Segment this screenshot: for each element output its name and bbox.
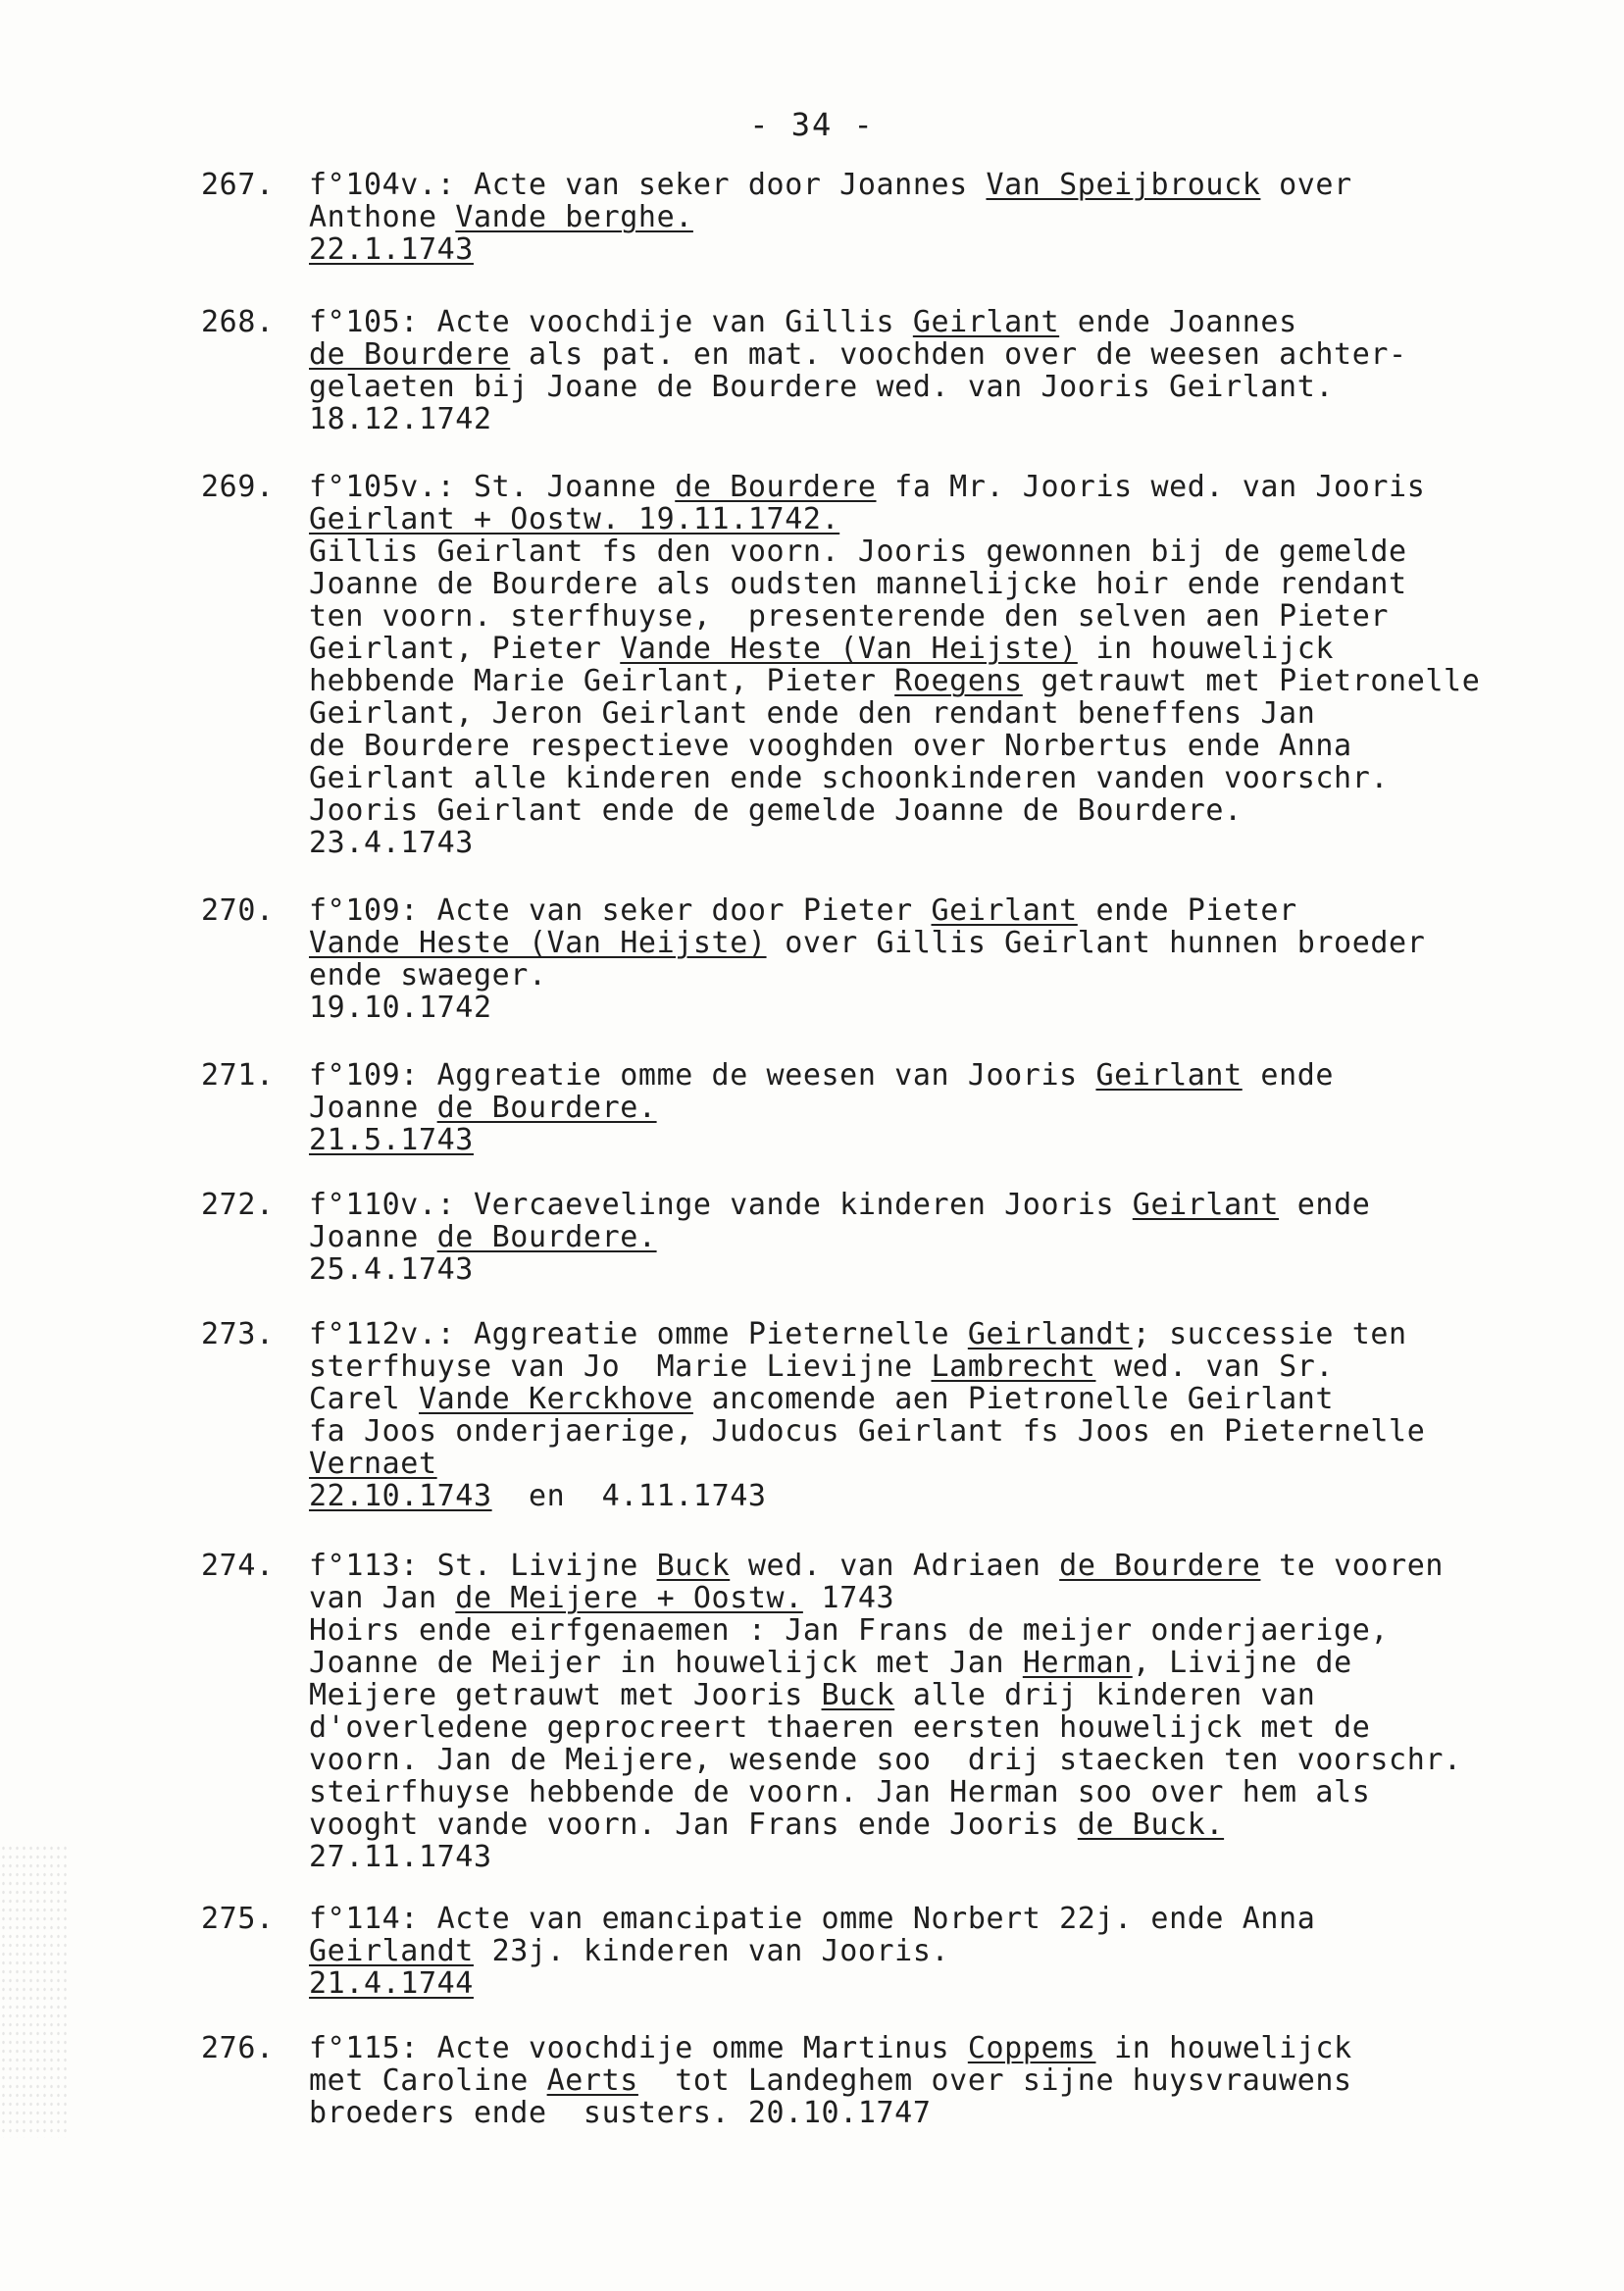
text-segment: van Jan bbox=[309, 1581, 456, 1615]
underlined-name: Buck bbox=[821, 1678, 895, 1712]
entry-line bbox=[309, 338, 1407, 371]
entry-line bbox=[309, 633, 1480, 665]
text-segment: Joanne de Meijer in houwelijck met Jan bbox=[309, 1646, 1023, 1680]
entry-line bbox=[309, 371, 1407, 403]
underlined-name: de Bourdere. bbox=[436, 1091, 657, 1125]
text-segment: 23.4.1743 bbox=[309, 826, 474, 860]
entry-line bbox=[309, 827, 1480, 859]
entry-line bbox=[309, 1448, 1425, 1480]
entry bbox=[201, 2032, 1352, 2129]
text-segment: fa Mr. Jooris wed. van Jooris bbox=[876, 470, 1426, 504]
entry-text bbox=[309, 2032, 1352, 2129]
text-segment: 27.11.1743 bbox=[309, 1840, 492, 1874]
text-segment: f°109: Acte van seker door Pieter bbox=[309, 893, 932, 928]
text-segment: Anthone bbox=[309, 200, 456, 234]
entry-number: 276. bbox=[201, 2031, 275, 2065]
underlined-name: 21.4.1744 bbox=[309, 1966, 474, 2001]
text-segment: Geirlant, Pieter bbox=[309, 632, 621, 666]
entry-line bbox=[309, 1550, 1462, 1582]
text-segment: ; successie ten bbox=[1132, 1317, 1407, 1351]
entry bbox=[201, 1550, 1462, 1873]
entry-line bbox=[309, 1189, 1370, 1221]
entry-line bbox=[309, 1480, 1425, 1512]
underlined-name: Geirlandt bbox=[309, 1934, 474, 1968]
entry-line bbox=[309, 794, 1480, 827]
text-segment: gelaeten bij Joane de Bourdere wed. van Jooris Geirlant. bbox=[309, 370, 1335, 404]
entry-number: 268. bbox=[201, 305, 275, 339]
entry-line bbox=[309, 2097, 1352, 2129]
page-number: - 34 - bbox=[749, 106, 875, 143]
text-segment: Carel bbox=[309, 1382, 419, 1416]
text-segment: fa Joos onderjaerige, Judocus Geirlant fs Joos en Pieternelle bbox=[309, 1414, 1426, 1449]
scan-speckle bbox=[0, 1844, 69, 2138]
text-segment: in houwelijck bbox=[1095, 2031, 1352, 2065]
entry-number: 267. bbox=[201, 168, 275, 202]
entry bbox=[201, 1189, 1370, 1286]
entry-text bbox=[309, 471, 1480, 859]
entry-line bbox=[309, 1124, 1334, 1156]
text-segment: Jooris Geirlant ende de gemelde Joanne de Bourdere. bbox=[309, 793, 1243, 828]
text-segment: Geirlant, Jeron Geirlant ende den rendant beneffens Jan bbox=[309, 696, 1316, 731]
text-segment: hebbende Marie Geirlant, Pieter bbox=[309, 664, 895, 698]
entry-line bbox=[309, 1679, 1462, 1711]
underlined-name: Herman bbox=[1022, 1646, 1133, 1680]
entry-line bbox=[309, 1253, 1370, 1286]
text-segment: steirfhuyse hebbende de voorn. Jan Herman soo over hem als bbox=[309, 1775, 1371, 1809]
entry-line bbox=[309, 568, 1480, 600]
text-segment: wed. van Adriaen bbox=[730, 1549, 1060, 1583]
entry-line bbox=[309, 1415, 1425, 1448]
text-segment: f°115: Acte voochdije omme Martinus bbox=[309, 2031, 968, 2065]
underlined-name: Coppems bbox=[967, 2031, 1096, 2065]
underlined-name: de Bourdere bbox=[1059, 1549, 1261, 1583]
text-segment: in houwelijck bbox=[1077, 632, 1335, 666]
underlined-name: 22.10.1743 bbox=[309, 1479, 492, 1513]
entry-line bbox=[309, 959, 1425, 992]
text-segment: ende bbox=[1279, 1188, 1371, 1222]
underlined-name: de Bourdere. bbox=[436, 1220, 657, 1254]
entry-line bbox=[309, 1614, 1462, 1647]
underlined-name: Vande berghe. bbox=[455, 200, 693, 234]
entry-number: 269. bbox=[201, 470, 275, 504]
underlined-name: Geirlant bbox=[912, 305, 1060, 339]
underlined-name: Van Speijbrouck bbox=[986, 168, 1261, 202]
text-segment: getrauwt met Pietronelle bbox=[1022, 664, 1481, 698]
text-segment: alle drij kinderen van bbox=[894, 1678, 1316, 1712]
entry-line bbox=[309, 665, 1480, 697]
entry-text bbox=[309, 894, 1425, 1024]
text-segment: 23j. kinderen van Jooris. bbox=[473, 1934, 950, 1968]
text-segment: f°105: Acte voochdije van Gillis bbox=[309, 305, 913, 339]
entry-text bbox=[309, 1318, 1425, 1512]
text-segment: ende bbox=[1242, 1058, 1335, 1093]
text-segment: Joanne de Bourdere als oudsten mannelijcke hoir ende rendant bbox=[309, 567, 1407, 601]
text-segment: Hoirs ende eirfgenaemen : Jan Frans de meijer onderjaerige, bbox=[309, 1613, 1390, 1648]
text-segment: f°105v.: St. Joanne bbox=[309, 470, 676, 504]
text-segment: wed. van Sr. bbox=[1095, 1349, 1335, 1384]
entry-text bbox=[309, 1059, 1334, 1156]
entry-line bbox=[309, 1350, 1425, 1383]
entry-line bbox=[309, 1935, 1315, 1967]
entry-line bbox=[309, 600, 1480, 633]
text-segment: de Bourdere respectieve vooghden over Norbertus ende Anna bbox=[309, 729, 1352, 763]
entry-line bbox=[309, 1318, 1425, 1350]
underlined-name: de Meijere + Oostw. bbox=[455, 1581, 803, 1615]
entry bbox=[201, 1903, 1315, 2000]
text-segment: f°110v.: Vercaevelinge vande kinderen Jooris bbox=[309, 1188, 1133, 1222]
entry-number: 270. bbox=[201, 893, 275, 928]
text-segment: ancomende aen Pietronelle Geirlant bbox=[692, 1382, 1335, 1416]
entry-line bbox=[309, 503, 1480, 535]
entry-line bbox=[309, 403, 1407, 435]
underlined-name: Geirlant + Oostw. 19.11.1742. bbox=[309, 502, 840, 536]
entry-line bbox=[309, 1903, 1315, 1935]
underlined-name: Geirlandt bbox=[967, 1317, 1133, 1351]
entry-number: 275. bbox=[201, 1902, 275, 1936]
underlined-name: de Bourdere bbox=[675, 470, 877, 504]
text-segment: Meijere getrauwt met Jooris bbox=[309, 1678, 822, 1712]
underlined-name: de Bourdere bbox=[309, 337, 511, 372]
entry-number: 273. bbox=[201, 1317, 275, 1351]
text-segment: Geirlant alle kinderen ende schoonkinderen vanden voorschr. bbox=[309, 761, 1390, 795]
underlined-name: Vande Heste (Van Heijste) bbox=[620, 632, 1078, 666]
entry bbox=[201, 1059, 1334, 1156]
entry bbox=[201, 1318, 1425, 1512]
entry-text bbox=[309, 1550, 1462, 1873]
underlined-name: Roegens bbox=[894, 664, 1023, 698]
text-segment: over bbox=[1260, 168, 1352, 202]
underlined-name: Vande Kerckhove bbox=[418, 1382, 693, 1416]
underlined-name: de Buck. bbox=[1077, 1807, 1225, 1842]
entry-line bbox=[309, 1647, 1462, 1679]
text-segment: met Caroline bbox=[309, 2063, 547, 2098]
underlined-name: Vande Heste (Van Heijste) bbox=[309, 926, 767, 960]
entry-line bbox=[309, 992, 1425, 1024]
text-segment: d'overledene geprocreert thaeren eersten houwelijck met de bbox=[309, 1710, 1371, 1745]
underlined-name: Vernaet bbox=[309, 1447, 437, 1481]
entry-line bbox=[309, 471, 1480, 503]
text-segment: broeders ende susters. 20.10.1747 bbox=[309, 2096, 932, 2130]
entry-line bbox=[309, 1711, 1462, 1744]
entry-text bbox=[309, 1903, 1315, 2000]
text-segment: ten voorn. sterfhuyse, presenterende den selven aen Pieter bbox=[309, 599, 1390, 634]
entry-line bbox=[309, 730, 1480, 762]
text-segment: tot Landeghem over sijne huysvrauwens bbox=[637, 2063, 1352, 2098]
underlined-name: Aerts bbox=[546, 2063, 638, 2098]
entry-line bbox=[309, 1967, 1315, 2000]
text-segment: sterfhuyse van Jo Marie Lievijne bbox=[309, 1349, 932, 1384]
text-segment: f°104v.: Acte van seker door Joannes bbox=[309, 168, 987, 202]
underlined-name: 22.1.1743 bbox=[309, 232, 474, 267]
entry-line bbox=[309, 1841, 1462, 1873]
entry bbox=[201, 894, 1425, 1024]
text-segment: ende swaeger. bbox=[309, 958, 547, 993]
entry-line bbox=[309, 927, 1425, 959]
entry-number: 271. bbox=[201, 1058, 275, 1093]
text-segment: f°114: Acte van emancipatie omme Norbert 22j. ende Anna bbox=[309, 1902, 1316, 1936]
entry-line bbox=[309, 535, 1480, 568]
entry-line bbox=[309, 2032, 1352, 2064]
entry-line bbox=[309, 1092, 1334, 1124]
entry-line bbox=[309, 306, 1407, 338]
text-segment: Joanne bbox=[309, 1220, 437, 1254]
entry-number: 274. bbox=[201, 1549, 275, 1583]
text-segment: en 4.11.1743 bbox=[491, 1479, 767, 1513]
underlined-name: Buck bbox=[656, 1549, 731, 1583]
entry-text bbox=[309, 1189, 1370, 1286]
entry-line bbox=[309, 762, 1480, 794]
entry bbox=[201, 169, 1352, 266]
entry-line bbox=[309, 1808, 1462, 1841]
entry-text bbox=[309, 169, 1352, 266]
entry bbox=[201, 306, 1407, 435]
text-segment: over Gillis Geirlant hunnen broeder bbox=[766, 926, 1426, 960]
entry-line bbox=[309, 1776, 1462, 1808]
text-segment: te vooren bbox=[1260, 1549, 1445, 1583]
entry-line bbox=[309, 1059, 1334, 1092]
text-segment: 18.12.1742 bbox=[309, 402, 492, 436]
text-segment: f°112v.: Aggreatie omme Pieternelle bbox=[309, 1317, 968, 1351]
entry-line bbox=[309, 1582, 1462, 1614]
text-segment: f°113: St. Livijne bbox=[309, 1549, 657, 1583]
entry-number: 272. bbox=[201, 1188, 275, 1222]
underlined-name: Geirlant bbox=[931, 893, 1078, 928]
underlined-name: 21.5.1743 bbox=[309, 1123, 474, 1157]
text-segment: 19.10.1742 bbox=[309, 991, 492, 1025]
entry-line bbox=[309, 2064, 1352, 2097]
text-segment: ende Pieter bbox=[1077, 893, 1297, 928]
entry bbox=[201, 471, 1480, 859]
entry-line bbox=[309, 1383, 1425, 1415]
entry-line bbox=[309, 697, 1480, 730]
text-segment: Joanne bbox=[309, 1091, 437, 1125]
entry-line bbox=[309, 1744, 1462, 1776]
underlined-name: Geirlant bbox=[1095, 1058, 1243, 1093]
entry-text bbox=[309, 306, 1407, 435]
entry-line bbox=[309, 201, 1352, 233]
entry-line bbox=[309, 233, 1352, 266]
text-segment: 25.4.1743 bbox=[309, 1252, 474, 1287]
text-segment: voorn. Jan de Meijere, wesende soo drij staecken ten voorschr. bbox=[309, 1743, 1462, 1777]
underlined-name: Lambrecht bbox=[931, 1349, 1096, 1384]
text-segment: als pat. en mat. voochden over de weesen achter- bbox=[510, 337, 1407, 372]
entry-line bbox=[309, 894, 1425, 927]
text-segment: f°109: Aggreatie omme de weesen van Jooris bbox=[309, 1058, 1096, 1093]
text-segment: 1743 bbox=[802, 1581, 895, 1615]
text-segment: , Livijne de bbox=[1132, 1646, 1352, 1680]
underlined-name: Geirlant bbox=[1132, 1188, 1280, 1222]
text-segment: ende Joannes bbox=[1059, 305, 1297, 339]
text-segment: vooght vande voorn. Jan Frans ende Jooris bbox=[309, 1807, 1078, 1842]
entry-line bbox=[309, 1221, 1370, 1253]
text-segment: Gillis Geirlant fs den voorn. Jooris gewonnen bij de gemelde bbox=[309, 535, 1407, 569]
entry-line bbox=[309, 169, 1352, 201]
